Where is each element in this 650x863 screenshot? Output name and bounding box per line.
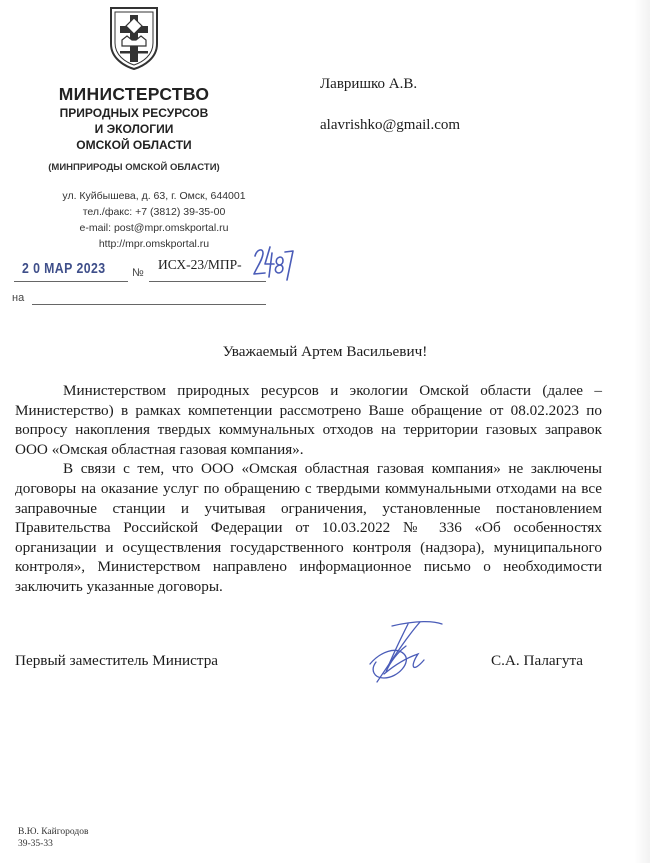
ministry-name-line4: ОМСКОЙ ОБЛАСТИ (76, 138, 192, 152)
handwritten-signature (362, 616, 444, 690)
ministry-name-line2: ПРИРОДНЫХ РЕСУРСОВ (59, 106, 209, 120)
handwritten-number (252, 243, 294, 283)
number-underline (149, 281, 266, 282)
recipient-email: alavrishko@gmail.com (320, 117, 461, 133)
email: e-mail: post@mpr.omskportal.ru (79, 222, 229, 234)
signatory-title: Первый заместитель Министра (15, 652, 219, 669)
date-underline (14, 281, 128, 282)
date-stamp: 2 0 МАР 2023 (22, 260, 106, 277)
address: ул. Куйбышева, д. 63, г. Омск, 644001 (62, 190, 246, 202)
ministry-name (0, 83, 268, 153)
reply-to-underline (32, 304, 266, 305)
salutation: Уважаемый Артем Васильевич! (222, 343, 428, 360)
coat-of-arms-icon (108, 6, 160, 70)
executor-block (18, 826, 88, 850)
ministry-name-line1: МИНИСТЕРСТВО (58, 84, 210, 104)
page-edge-shadow (634, 0, 650, 863)
number-sign: № (132, 267, 144, 279)
phone-fax: тел./факс: +7 (3812) 39-35-00 (82, 206, 226, 218)
executor-phone: 39-35-33 (18, 839, 53, 849)
ministry-short-name: (МИНПРИРОДЫ ОМСКОЙ ОБЛАСТИ) (48, 162, 220, 173)
paragraph-1: Министерством природных ресурсов и экологии Омской области (далее – Министерство) в рамках компетенции рассмотрено Ваше обращение от 08.02.2023 по вопросу накопления твердых коммунальных отходов на территории газовых заправок ООО «Омская областная газовая компания». (15, 382, 602, 458)
recipient-name: Лавришко А.В. (320, 76, 418, 92)
website: http://mpr.omskportal.ru (98, 238, 210, 250)
ministry-name-line3: И ЭКОЛОГИИ (94, 122, 174, 136)
executor-name: В.Ю. Кайгородов (18, 827, 89, 837)
signatory-name: С.А. Палагута (491, 652, 584, 669)
contact-block (40, 188, 268, 252)
letter-body (15, 381, 602, 597)
outgoing-number-prefix: ИСХ-23/МПР- (158, 257, 242, 272)
reply-to-label: на (12, 292, 25, 304)
paragraph-2: В связи с тем, что ООО «Омская областная газовая компания» не заключены договоры на оказание услуг по обращению с твердыми коммунальными отходами на все заправочные станции и учитывая ограничения, установленные постановлением Правительства Российской Федерации от 10.03.2022 № 336 «Об особенностях организации и осуществления государственного контроля (надзора), муниципального контроля», Министерством направлено информационное письмо о необходимости заключить указанные договоры. (15, 460, 602, 595)
